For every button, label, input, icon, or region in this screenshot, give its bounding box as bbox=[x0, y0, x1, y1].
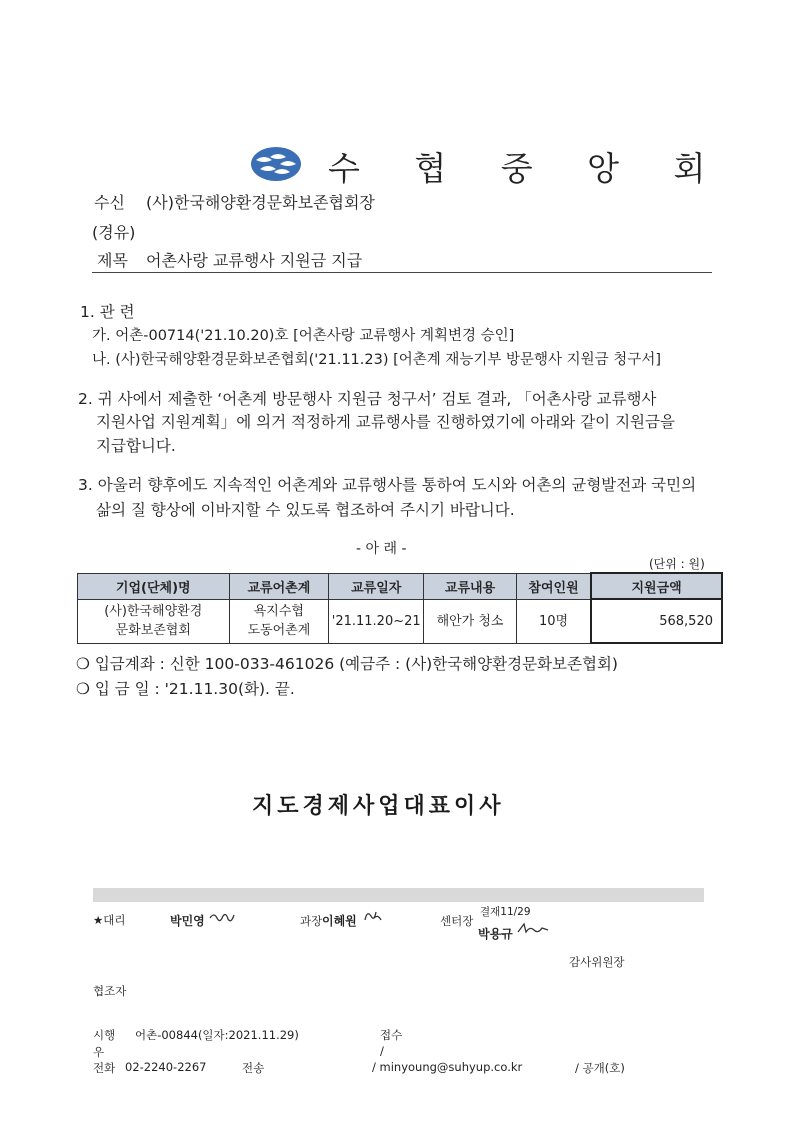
post-label: 우 bbox=[93, 1045, 105, 1059]
company-line1: (사)한국해양환경 bbox=[104, 604, 203, 619]
email: / minyoung@suhyup.co.kr bbox=[372, 1060, 523, 1074]
center-signature-icon bbox=[516, 920, 550, 936]
subject: 어촌사랑 교류행사 지원금 지급 bbox=[146, 251, 363, 270]
center-name: 박용규 bbox=[478, 927, 513, 941]
table-header-row bbox=[78, 573, 723, 599]
assistant-name: 박민영 bbox=[170, 914, 205, 928]
cell-date: '21.11.20~21 bbox=[329, 599, 424, 643]
center-label: 센터장 bbox=[440, 914, 474, 928]
section1-item-b: 나. (사)한국해양환경문화보존협회('21.11.23) [어촌계 재능기부 방문행사 지원금 청구서] bbox=[92, 352, 661, 368]
section3-line1: 3. 아울러 향후에도 지속적인 어촌계와 교류행사를 통하여 도시와 어촌의 균형발전과 국민의 bbox=[78, 476, 697, 494]
support-table bbox=[77, 572, 723, 644]
col-village: 교류어촌계 bbox=[229, 573, 329, 599]
via-label: (경유) bbox=[92, 223, 136, 242]
org-name: 수 협 중 앙 회 bbox=[328, 149, 728, 188]
village-line1: 욕지수협 bbox=[253, 604, 304, 619]
cell-company bbox=[78, 599, 230, 643]
cell-amount: 568,520 bbox=[591, 599, 722, 643]
below-label: - 아 래 - bbox=[356, 541, 407, 557]
header-divider bbox=[92, 272, 712, 273]
recipient-label: 수신 bbox=[94, 193, 125, 212]
footer-bar bbox=[93, 888, 704, 902]
fax-label: 전송 bbox=[242, 1061, 265, 1075]
receipt-slash: / bbox=[380, 1044, 384, 1058]
manager-signature-icon bbox=[362, 906, 384, 926]
public-status: / 공개(호) bbox=[575, 1061, 625, 1075]
auditor-label: 감사위원장 bbox=[569, 955, 625, 969]
cooperator-label: 협조자 bbox=[93, 984, 127, 998]
manager-label: 과장 bbox=[300, 914, 323, 928]
recipient: (사)한국해양환경문화보존협회장 bbox=[146, 193, 375, 212]
col-amount: 지원금액 bbox=[591, 573, 722, 599]
section2-line2: 지원사업 지원계획」에 의거 적정하게 교류행사를 진행하였기에 아래와 같이 지원금을 bbox=[96, 413, 675, 431]
section2-line3: 지급합니다. bbox=[96, 437, 176, 455]
payment-date: ❍ 입 금 일 : '21.11.30(화). 끝. bbox=[76, 680, 295, 698]
receipt-label: 접수 bbox=[380, 1028, 403, 1042]
cell-content: 해안가 청소 bbox=[424, 599, 517, 643]
section1-item-a: 가. 어촌-00714('21.10.20)호 [어촌사랑 교류행사 계획변경 승인] bbox=[92, 328, 515, 344]
village-line2: 도동어촌계 bbox=[247, 623, 311, 638]
exec-value: 어촌-00844(일자:2021.11.29) bbox=[135, 1028, 299, 1042]
payment-account: ❍ 입금계좌 : 신한 100-033-461026 (예금주 : (사)한국해양환경문화보존협회) bbox=[76, 655, 618, 673]
assistant-signature-icon bbox=[208, 910, 236, 926]
cell-village bbox=[229, 599, 329, 643]
col-content: 교류내용 bbox=[424, 573, 517, 599]
assistant-label: ★대리 bbox=[93, 913, 126, 927]
manager-name: 이혜원 bbox=[322, 914, 357, 928]
issuer: 지도경제사업대표이사 bbox=[252, 794, 505, 819]
table-row bbox=[78, 599, 723, 643]
unit-label: (단위 : 원) bbox=[649, 557, 705, 571]
suhyup-logo-icon bbox=[250, 146, 302, 182]
section2-line1: 2. 귀 사에서 제출한 ‘어촌계 방문행사 지원금 청구서’ 검토 결과, 「어촌사랑 교류행사 bbox=[78, 390, 657, 408]
approval-note: 결재11/29 bbox=[480, 906, 531, 918]
phone-number: 02-2240-2267 bbox=[125, 1060, 207, 1074]
subject-label: 제목 bbox=[97, 251, 128, 270]
col-date: 교류일자 bbox=[329, 573, 424, 599]
phone-label: 전화 bbox=[93, 1061, 116, 1075]
company-line2: 문화보존협회 bbox=[115, 623, 191, 638]
exec-label: 시행 bbox=[93, 1028, 116, 1042]
col-people: 참여인원 bbox=[516, 573, 591, 599]
cell-people: 10명 bbox=[516, 599, 591, 643]
section1-title: 1. 관 련 bbox=[80, 303, 135, 321]
section3-line2: 삶의 질 향상에 이바지할 수 있도록 협조하여 주시기 바랍니다. bbox=[96, 501, 515, 519]
col-company: 기업(단체)명 bbox=[78, 573, 230, 599]
